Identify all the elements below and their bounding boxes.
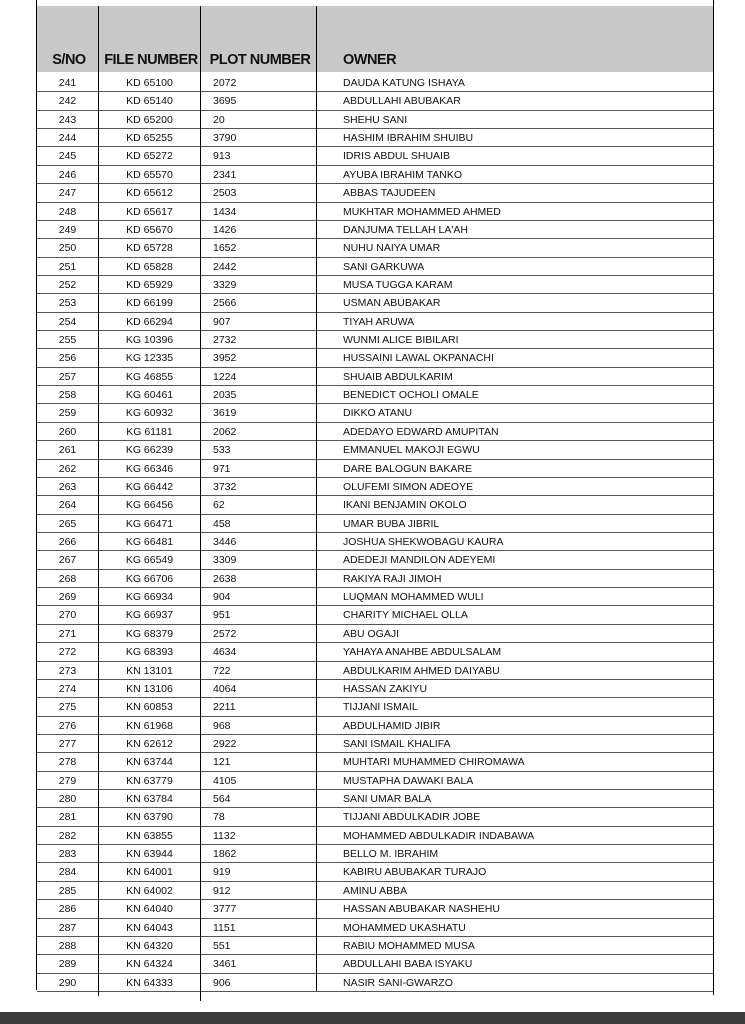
cell-file-number: KN 63855: [126, 829, 173, 842]
table-row: [37, 662, 713, 680]
cell-plot-number: 458: [213, 517, 231, 530]
cell-file-number: KN 62612: [126, 737, 173, 750]
table-row: [37, 882, 713, 900]
header-file-number: FILE NUMBER: [104, 52, 198, 68]
cell-plot-number: 551: [213, 939, 231, 952]
table-row: [37, 827, 713, 845]
cell-file-number: KD 65929: [126, 278, 173, 291]
cell-sno: 251: [58, 260, 77, 273]
cell-owner: CHARITY MICHAEL OLLA: [343, 609, 468, 622]
cell-owner: RABIU MOHAMMED MUSA: [343, 939, 475, 952]
table-row: [37, 533, 713, 551]
cell-owner: HASSAN ZAKIYU: [343, 682, 428, 695]
table-row: [37, 221, 713, 239]
cell-owner: EMMANUEL MAKOJI EGWU: [343, 444, 480, 457]
cell-owner: ABDULLAHI BABA ISYAKU: [343, 958, 473, 971]
cell-sno: 245: [58, 150, 77, 163]
cell-plot-number: 2211: [213, 701, 236, 714]
cell-sno: 247: [58, 187, 77, 200]
table-row: [37, 276, 713, 294]
cell-owner: IDRIS ABDUL SHUAIB: [343, 150, 450, 163]
table-border-left: [36, 0, 37, 990]
cell-file-number: KN 63790: [126, 811, 173, 824]
table-row: [37, 570, 713, 588]
cell-file-number: KG 66456: [125, 499, 174, 512]
cell-owner: RAKIYA RAJI JIMOH: [343, 572, 442, 585]
cell-plot-number: 2341: [213, 168, 237, 181]
cell-owner: OLUFEMI SIMON ADEOYE: [343, 480, 474, 493]
cell-sno: 276: [58, 719, 77, 732]
cell-sno: 264: [58, 499, 77, 512]
table-row: [37, 294, 713, 312]
cell-plot-number: 907: [213, 315, 231, 328]
cell-owner: SANI GARKUWA: [343, 260, 425, 273]
table-row: [37, 643, 713, 661]
cell-file-number: KD 65728: [126, 242, 173, 255]
column-divider-3: [316, 6, 317, 991]
cell-owner: BELLO M. IBRAHIM: [343, 848, 439, 861]
cell-plot-number: 2638: [213, 572, 237, 585]
cell-owner: MUSTAPHA DAWAKI BALA: [343, 774, 474, 787]
cell-file-number: KD 65140: [126, 95, 173, 108]
cell-plot-number: 3732: [213, 480, 237, 493]
cell-plot-number: 2035: [213, 389, 237, 402]
cell-plot-number: 2503: [213, 187, 237, 200]
cell-owner: LUQMAN MOHAMMED WULI: [343, 591, 484, 604]
table-row: [37, 606, 713, 624]
table-row: [37, 974, 713, 992]
cell-file-number: KG 66549: [125, 554, 174, 567]
cell-plot-number: 2572: [213, 627, 237, 640]
cell-file-number: KD 65612: [126, 187, 173, 200]
cell-plot-number: 2566: [213, 297, 237, 310]
table-row: [37, 515, 713, 533]
cell-sno: 284: [58, 866, 77, 879]
cell-file-number: KN 60853: [126, 701, 173, 714]
column-divider-1: [98, 6, 99, 996]
cell-sno: 256: [58, 352, 77, 365]
cell-owner: SHUAIB ABDULKARIM: [343, 370, 453, 383]
cell-sno: 273: [58, 664, 77, 677]
cell-owner: SANI UMAR BALA: [343, 793, 432, 806]
cell-owner: MOHAMMED ABDULKADIR INDABAWA: [343, 829, 535, 842]
cell-owner: MUKHTAR MOHAMMED AHMED: [343, 205, 501, 218]
cell-plot-number: 906: [213, 976, 231, 989]
cell-plot-number: 1224: [213, 370, 237, 383]
table-row: [37, 680, 713, 698]
cell-sno: 258: [58, 389, 77, 402]
cell-owner: IKANI BENJAMIN OKOLO: [343, 499, 467, 512]
cell-sno: 250: [58, 242, 77, 255]
cell-sno: 271: [58, 627, 77, 640]
table-row: [37, 313, 713, 331]
cell-owner: ADEDEJI MANDILON ADEYEMI: [343, 554, 496, 567]
cell-plot-number: 3790: [213, 132, 237, 145]
cell-owner: BENEDICT OCHOLI OMALE: [343, 389, 479, 402]
cell-plot-number: 1862: [213, 848, 237, 861]
cell-sno: 260: [58, 425, 77, 438]
cell-owner: SHEHU SANI: [343, 113, 408, 126]
cell-file-number: KD 65272: [126, 150, 173, 163]
cell-sno: 275: [58, 701, 77, 714]
table-row: [37, 955, 713, 973]
cell-sno: 243: [58, 113, 77, 126]
cell-file-number: KN 63944: [126, 848, 173, 861]
cell-file-number: KD 65670: [126, 223, 173, 236]
table-row: [37, 258, 713, 276]
cell-sno: 262: [58, 462, 77, 475]
cell-file-number: KG 66442: [125, 480, 174, 493]
table-row: [37, 147, 713, 165]
cell-owner: MOHAMMED UKASHATU: [343, 921, 466, 934]
cell-owner: AYUBA IBRAHIM TANKO: [343, 168, 463, 181]
cell-owner: ABDULKARIM AHMED DAIYABU: [343, 664, 500, 677]
cell-sno: 286: [58, 903, 77, 916]
cell-sno: 280: [58, 793, 77, 806]
cell-file-number: KN 13106: [126, 682, 173, 695]
cell-sno: 241: [58, 77, 77, 89]
cell-file-number: KG 46855: [125, 370, 174, 383]
cell-sno: 268: [58, 572, 77, 585]
cell-owner: ABU OGAJI: [343, 627, 400, 640]
cell-sno: 255: [58, 334, 77, 347]
cell-owner: HUSSAINI LAWAL OKPANACHI: [343, 352, 494, 365]
table-row: [37, 698, 713, 716]
cell-plot-number: 20: [213, 113, 225, 126]
table-row: [37, 551, 713, 569]
cell-sno: 274: [58, 682, 77, 695]
cell-plot-number: 971: [213, 462, 231, 475]
cell-plot-number: 3446: [213, 535, 237, 548]
cell-sno: 263: [58, 480, 77, 493]
cell-owner: ABBAS TAJUDEEN: [343, 187, 436, 200]
header-sno: S/NO: [52, 52, 86, 68]
cell-sno: 259: [58, 407, 77, 420]
cell-file-number: KD 65828: [126, 260, 173, 273]
table-row: [37, 404, 713, 422]
table-row: [37, 92, 713, 110]
cell-sno: 246: [58, 168, 77, 181]
cell-sno: 261: [58, 444, 77, 457]
cell-file-number: KN 63744: [126, 756, 173, 769]
cell-file-number: KN 64043: [126, 921, 173, 934]
cell-file-number: KN 64001: [126, 866, 173, 879]
cell-file-number: KG 68393: [125, 646, 174, 659]
cell-file-number: KG 66239: [125, 444, 174, 457]
cell-plot-number: 2072: [213, 77, 237, 89]
cell-sno: 252: [58, 278, 77, 291]
table-row: [37, 423, 713, 441]
header-plot-number: PLOT NUMBER: [209, 52, 311, 68]
table-row: [37, 625, 713, 643]
cell-owner: YAHAYA ANAHBE ABDULSALAM: [343, 646, 502, 659]
cell-file-number: KD 65617: [126, 205, 173, 218]
table-row: [37, 919, 713, 937]
cell-file-number: KD 65100: [126, 77, 173, 89]
cell-file-number: KN 64002: [126, 884, 173, 897]
cell-sno: 288: [58, 939, 77, 952]
cell-file-number: KN 61968: [126, 719, 173, 732]
cell-sno: 289: [58, 958, 77, 971]
header-owner: OWNER: [343, 52, 397, 68]
table-row: [37, 239, 713, 257]
cell-file-number: KG 66471: [125, 517, 174, 530]
cell-plot-number: 78: [213, 811, 225, 824]
table-row: [37, 460, 713, 478]
table-row: [37, 478, 713, 496]
cell-plot-number: 968: [213, 719, 231, 732]
cell-owner: HASHIM IBRAHIM SHUIBU: [343, 132, 474, 145]
cell-plot-number: 2922: [213, 737, 237, 750]
cell-file-number: KG 66706: [125, 572, 174, 585]
cell-plot-number: 3695: [213, 95, 237, 108]
cell-file-number: KD 66199: [126, 297, 173, 310]
cell-file-number: KG 66481: [125, 535, 174, 548]
cell-plot-number: 904: [213, 591, 231, 604]
cell-file-number: KN 63779: [126, 774, 173, 787]
cell-sno: 270: [58, 609, 77, 622]
cell-sno: 278: [58, 756, 77, 769]
cell-owner: JOSHUA SHEKWOBAGU KAURA: [343, 535, 504, 548]
cell-sno: 282: [58, 829, 77, 842]
cell-sno: 248: [58, 205, 77, 218]
cell-owner: UMAR BUBA JIBRIL: [343, 517, 440, 530]
cell-plot-number: 533: [213, 444, 231, 457]
table-row: [37, 900, 713, 918]
cell-plot-number: 1434: [213, 205, 237, 218]
column-divider-2: [200, 6, 201, 1001]
cell-owner: TIYAH ARUWA: [343, 315, 415, 328]
table-row: [37, 368, 713, 386]
cell-sno: 265: [58, 517, 77, 530]
table-row: [37, 349, 713, 367]
cell-plot-number: 3619: [213, 407, 237, 420]
cell-plot-number: 62: [213, 499, 225, 512]
table-row: [37, 74, 713, 92]
cell-owner: NUHU NAIYA UMAR: [343, 242, 441, 255]
cell-owner: ABDULLAHI ABUBAKAR: [343, 95, 461, 108]
cell-file-number: KN 13101: [126, 664, 173, 677]
cell-plot-number: 4064: [213, 682, 237, 695]
cell-sno: 254: [58, 315, 77, 328]
cell-file-number: KN 63784: [126, 793, 173, 806]
cell-sno: 281: [58, 811, 77, 824]
cell-owner: DARE BALOGUN BAKARE: [343, 462, 472, 475]
table-row: [37, 937, 713, 955]
cell-plot-number: 1151: [213, 921, 236, 934]
cell-owner: ADEDAYO EDWARD AMUPITAN: [343, 425, 499, 438]
cell-file-number: KG 10396: [125, 334, 174, 347]
table-row: [37, 808, 713, 826]
cell-owner: HASSAN ABUBAKAR NASHEHU: [343, 903, 500, 916]
cell-owner: DAUDA KATUNG ISHAYA: [343, 77, 465, 89]
table-row: [37, 166, 713, 184]
cell-file-number: KG 68379: [125, 627, 174, 640]
cell-sno: 290: [58, 976, 77, 989]
table-row: [37, 753, 713, 771]
cell-owner: SANI ISMAIL KHALIFA: [343, 737, 451, 750]
cell-sno: 269: [58, 591, 77, 604]
table-border-right: [713, 0, 714, 995]
table-row: [37, 331, 713, 349]
cell-owner: KABIRU ABUBAKAR TURAJO: [343, 866, 487, 879]
table-row: [37, 496, 713, 514]
cell-sno: 266: [58, 535, 77, 548]
cell-plot-number: 951: [213, 609, 231, 622]
cell-sno: 244: [58, 132, 77, 145]
cell-sno: 283: [58, 848, 77, 861]
table-row: [37, 588, 713, 606]
cell-file-number: KN 64040: [126, 903, 173, 916]
cell-file-number: KG 60461: [125, 389, 174, 402]
cell-file-number: KG 61181: [126, 425, 173, 438]
table-row: [37, 735, 713, 753]
cell-sno: 257: [58, 370, 77, 383]
cell-plot-number: 722: [213, 664, 231, 677]
cell-file-number: KD 66294: [126, 315, 173, 328]
cell-file-number: KN 64324: [126, 958, 173, 971]
cell-sno: 272: [58, 646, 77, 659]
cell-plot-number: 2442: [213, 260, 237, 273]
cell-plot-number: 912: [213, 884, 231, 897]
cell-plot-number: 913: [213, 150, 231, 163]
cell-plot-number: 564: [213, 793, 231, 806]
cell-plot-number: 2732: [213, 334, 237, 347]
viewer-bottom-bar: [0, 1012, 745, 1024]
cell-sno: 279: [58, 774, 77, 787]
table-row: [37, 441, 713, 459]
cell-owner: USMAN ABUBAKAR: [343, 297, 441, 310]
table-row: [37, 717, 713, 735]
cell-owner: DANJUMA TELLAH LA'AH: [343, 223, 468, 236]
cell-sno: 285: [58, 884, 77, 897]
cell-file-number: KD 65255: [126, 132, 173, 145]
cell-owner: WUNMI ALICE BIBILARI: [343, 334, 459, 347]
cell-plot-number: 919: [213, 866, 231, 879]
table-row: [37, 203, 713, 221]
cell-sno: 249: [58, 223, 77, 236]
cell-file-number: KN 64320: [126, 939, 173, 952]
cell-file-number: KG 60932: [125, 407, 174, 420]
table-row: [37, 845, 713, 863]
table-row: [37, 386, 713, 404]
cell-file-number: KG 66934: [125, 591, 174, 604]
cell-file-number: KD 65200: [126, 113, 173, 126]
cell-plot-number: 3952: [213, 352, 237, 365]
cell-owner: AMINU ABBA: [343, 884, 408, 897]
table-row: [37, 129, 713, 147]
cell-file-number: KG 66937: [125, 609, 174, 622]
cell-plot-number: 1426: [213, 223, 237, 236]
cell-plot-number: 2062: [213, 425, 237, 438]
cell-plot-number: 3309: [213, 554, 237, 567]
table-row: [37, 790, 713, 808]
cell-owner: MUHTARI MUHAMMED CHIROMAWA: [343, 756, 525, 769]
cell-plot-number: 1132: [213, 829, 236, 842]
cell-owner: ABDULHAMID JIBIR: [343, 719, 441, 732]
cell-owner: MUSA TUGGA KARAM: [343, 278, 453, 291]
cell-file-number: KG 66346: [125, 462, 174, 475]
table-row: [37, 863, 713, 881]
cell-plot-number: 3461: [213, 958, 237, 971]
cell-plot-number: 3777: [213, 903, 237, 916]
cell-owner: TIJJANI ABDULKADIR JOBE: [343, 811, 481, 824]
cell-plot-number: 1652: [213, 242, 237, 255]
cell-file-number: KG 12335: [125, 352, 174, 365]
table-row: [37, 772, 713, 790]
cell-sno: 267: [58, 554, 77, 567]
cell-owner: TIJJANI ISMAIL: [343, 701, 418, 714]
cell-plot-number: 4634: [213, 646, 237, 659]
cell-plot-number: 3329: [213, 278, 237, 291]
cell-owner: DIKKO ATANU: [343, 407, 413, 420]
cell-owner: NASIR SANI-GWARZO: [343, 976, 453, 989]
cell-plot-number: 121: [213, 756, 231, 769]
cell-sno: 277: [58, 737, 77, 750]
cell-file-number: KD 65570: [126, 168, 173, 181]
cell-sno: 242: [58, 95, 77, 108]
cell-file-number: KN 64333: [126, 976, 173, 989]
table-row: [37, 184, 713, 202]
cell-plot-number: 4105: [213, 774, 237, 787]
table-row: [37, 111, 713, 129]
cell-sno: 287: [58, 921, 77, 934]
cell-sno: 253: [58, 297, 77, 310]
table-body: [0, 74, 745, 992]
